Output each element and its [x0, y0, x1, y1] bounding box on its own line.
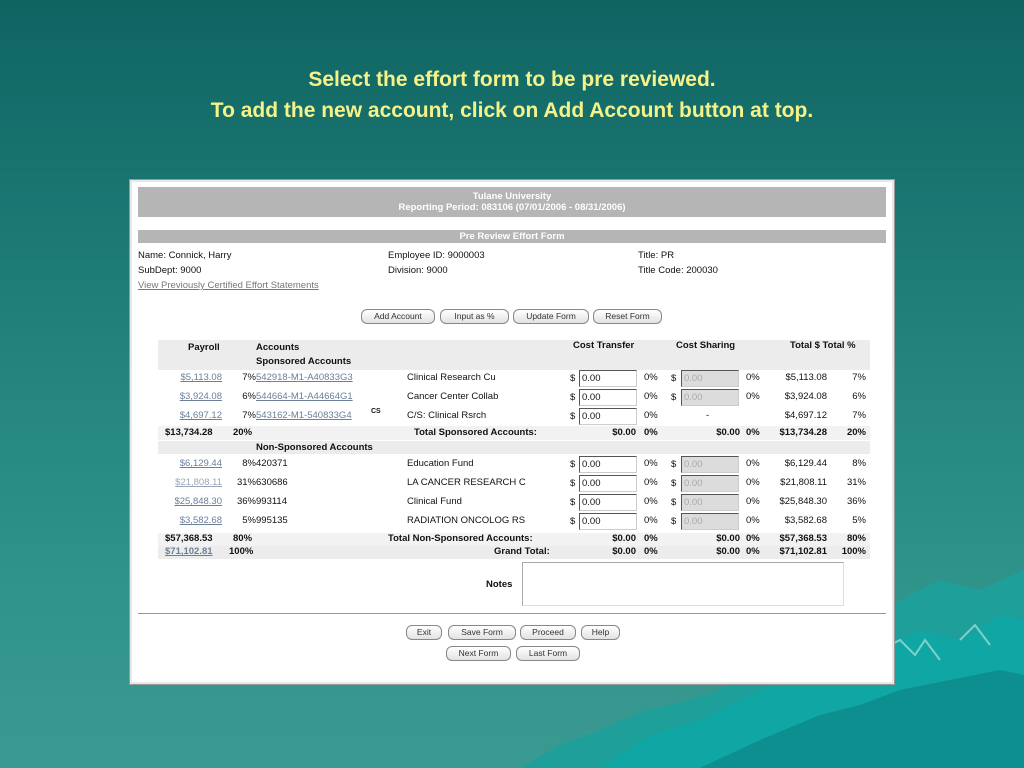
col-total: Total $ Total %: [790, 340, 856, 351]
input-as-percent-button[interactable]: Input as %: [440, 309, 509, 324]
payroll-link[interactable]: $5,113.08: [180, 372, 222, 383]
account-name: Education Fund: [407, 458, 474, 469]
cost-transfer-input[interactable]: 0.00: [579, 456, 637, 473]
account-number: 995135: [256, 515, 288, 526]
row-total-amount: $21,808.11: [780, 477, 827, 488]
nonsponsored-total-sharing-pct: 0%: [746, 533, 760, 544]
university-header-bar: [138, 187, 886, 217]
update-form-button[interactable]: Update Form: [513, 309, 589, 324]
notes-textarea[interactable]: [522, 562, 844, 606]
dollar-sign: $: [570, 392, 576, 403]
payroll-pct: 6%: [242, 391, 256, 402]
account-number[interactable]: 544664-M1-A44664G1: [256, 391, 353, 402]
row-total-amount: $4,697.12: [784, 410, 827, 421]
row-total-pct: 8%: [852, 458, 866, 469]
dollar-sign: $: [671, 516, 677, 527]
account-number: 420371: [256, 458, 288, 469]
row-total-amount: $5,113.08: [785, 372, 827, 383]
dollar-sign: $: [671, 373, 677, 384]
employee-division: Division: 9000: [388, 265, 448, 276]
reporting-period: Reporting Period: 083106 (07/01/2006 - 08/31/2006): [398, 202, 626, 213]
nonsponsored-total-payroll: $57,368.53: [165, 533, 213, 544]
account-name: Clinical Research Cu: [407, 372, 496, 383]
nonsponsored-total-sharing: $0.00: [716, 533, 740, 544]
row-total-pct: 5%: [852, 515, 866, 526]
cost-transfer-pct: 0%: [644, 410, 658, 421]
reset-form-button[interactable]: Reset Form: [593, 309, 662, 324]
account-name: RADIATION ONCOLOG RS: [407, 515, 526, 526]
row-total-amount: $3,582.68: [784, 515, 827, 526]
dollar-sign: $: [570, 373, 576, 384]
payroll-link[interactable]: $4,697.12: [179, 410, 222, 421]
grand-total-amount: $71,102.81: [779, 546, 827, 557]
account-name: Clinical Fund: [407, 496, 462, 507]
last-form-button[interactable]: Last Form: [516, 646, 580, 661]
cost-transfer-pct: 0%: [644, 477, 658, 488]
row-total-pct: 7%: [852, 372, 866, 383]
cost-sharing-pct: 0%: [746, 496, 760, 507]
cost-sharing-input: 0.00: [681, 389, 739, 406]
employee-name: Name: Connick, Harry: [138, 250, 232, 261]
dollar-sign: $: [570, 411, 576, 422]
sponsored-total-amount-pct: 20%: [846, 427, 866, 438]
employee-title: Title: PR: [638, 250, 675, 261]
grand-total-sharing-pct: 0%: [746, 546, 760, 557]
sponsored-total-sharing: $0.00: [716, 427, 740, 438]
row-total-pct: 31%: [846, 477, 866, 488]
employee-title-code: Title Code: 200030: [638, 265, 718, 276]
sponsored-heading: Sponsored Accounts: [256, 356, 352, 367]
cost-sharing-dash: -: [706, 410, 710, 421]
sponsored-total-label: Total Sponsored Accounts:: [414, 427, 537, 438]
dollar-sign: $: [671, 497, 677, 508]
slide-title-line-2: To add the new account, click on Add Account button at top.: [210, 99, 814, 122]
nonsponsored-heading: Non-Sponsored Accounts: [256, 442, 373, 453]
sponsored-total-amount: $13,734.28: [779, 427, 827, 438]
payroll-pct: 7%: [242, 372, 256, 383]
dollar-sign: $: [671, 392, 677, 403]
footer-divider: [138, 613, 886, 614]
view-certified-statements-link[interactable]: View Previously Certified Effort Statements: [138, 280, 319, 291]
employee-info-right: [638, 248, 718, 278]
payroll-pct: 31%: [236, 477, 256, 488]
dollar-sign: $: [671, 459, 677, 470]
cost-transfer-pct: 0%: [644, 391, 658, 402]
payroll-link[interactable]: $25,848.30: [174, 496, 222, 507]
dollar-sign: $: [570, 516, 576, 527]
account-name: LA CANCER RESEARCH C: [407, 477, 526, 488]
col-payroll: Payroll: [188, 342, 220, 353]
row-total-pct: 36%: [846, 496, 866, 507]
payroll-pct: 5%: [242, 515, 256, 526]
cost-sharing-pct: 0%: [746, 477, 760, 488]
row-total-pct: 6%: [852, 391, 866, 402]
nonsponsored-total-transfer-pct: 0%: [644, 533, 658, 544]
cost-transfer-pct: 0%: [644, 458, 658, 469]
employee-info-middle: [388, 248, 485, 278]
account-number: 630686: [256, 477, 288, 488]
cost-transfer-pct: 0%: [644, 372, 658, 383]
sponsored-total-transfer-pct: 0%: [644, 427, 658, 438]
save-form-button[interactable]: Save Form: [448, 625, 516, 640]
add-account-button[interactable]: Add Account: [361, 309, 435, 324]
nonsponsored-total-label: Total Non-Sponsored Accounts:: [388, 533, 533, 544]
cost-sharing-input: 0.00: [681, 456, 739, 473]
cost-transfer-input[interactable]: 0.00: [579, 513, 637, 530]
cost-share-flag: CS: [371, 408, 381, 415]
cost-sharing-pct: 0%: [746, 515, 760, 526]
grand-total-label: Grand Total:: [494, 546, 550, 557]
payroll-pct: 36%: [236, 496, 256, 507]
col-accounts: Accounts: [256, 342, 300, 353]
notes-label: Notes: [486, 579, 513, 590]
account-name: Cancer Center Collab: [407, 391, 499, 402]
grand-total-sharing: $0.00: [716, 546, 740, 557]
cost-sharing-input: 0.00: [681, 370, 739, 387]
payroll-link[interactable]: $3,582.68: [179, 515, 222, 526]
sponsored-total-transfer: $0.00: [612, 427, 636, 438]
payroll-link[interactable]: $3,924.08: [179, 391, 222, 402]
nonsponsored-total-amount: $57,368.53: [779, 533, 827, 544]
dollar-sign: $: [570, 459, 576, 470]
row-total-pct: 7%: [852, 410, 866, 421]
payroll-pct: 7%: [242, 410, 256, 421]
dollar-sign: $: [570, 497, 576, 508]
grand-total-payroll-link[interactable]: $71,102.81: [165, 546, 213, 557]
effort-form-screenshot: [129, 179, 895, 685]
proceed-button[interactable]: Proceed: [520, 625, 576, 640]
payroll-link[interactable]: $6,129.44: [179, 458, 222, 469]
cost-transfer-input[interactable]: 0.00: [579, 475, 637, 492]
employee-info-left: [138, 248, 319, 293]
exit-button[interactable]: Exit: [406, 625, 442, 640]
dollar-sign: $: [671, 478, 677, 489]
cost-transfer-input[interactable]: 0.00: [579, 494, 637, 511]
grand-total-amount-pct: 100%: [841, 546, 866, 557]
account-name: C/S: Clinical Rsrch: [407, 410, 487, 421]
row-total-amount: $25,848.30: [779, 496, 827, 507]
help-button[interactable]: Help: [581, 625, 620, 640]
col-cost-sharing: Cost Sharing: [676, 340, 736, 351]
dollar-sign: $: [570, 478, 576, 489]
grand-total-transfer-pct: 0%: [644, 546, 658, 557]
cost-sharing-input: 0.00: [681, 513, 739, 530]
form-title-bar: [138, 230, 886, 243]
cost-sharing-pct: 0%: [746, 372, 760, 383]
grand-total-transfer: $0.00: [612, 546, 636, 557]
employee-id: Employee ID: 9000003: [388, 250, 485, 261]
cost-sharing-input: 0.00: [681, 475, 739, 492]
cost-transfer-pct: 0%: [644, 496, 658, 507]
row-total-amount: $6,129.44: [784, 458, 827, 469]
col-cost-transfer: Cost Transfer: [573, 340, 635, 351]
sponsored-total-payroll: $13,734.28: [165, 427, 213, 438]
form-title: Pre Review Effort Form: [459, 231, 565, 242]
university-name: Tulane University: [472, 191, 552, 202]
nonsponsored-total-transfer: $0.00: [612, 533, 636, 544]
nonsponsored-total-amount-pct: 80%: [846, 533, 866, 544]
cost-transfer-input[interactable]: 0.00: [579, 389, 637, 406]
account-number[interactable]: 543162-M1-540833G4: [256, 410, 352, 421]
cost-sharing-pct: 0%: [746, 458, 760, 469]
cost-sharing-input: 0.00: [681, 494, 739, 511]
payroll-link[interactable]: $21,808.11: [175, 477, 222, 488]
slide-title: [0, 64, 1024, 126]
employee-subdept: SubDept: 9000: [138, 265, 202, 276]
cost-sharing-pct: 0%: [746, 391, 760, 402]
grand-total-pct: 100%: [229, 546, 254, 557]
account-number[interactable]: 542918-M1-A40833G3: [256, 372, 353, 383]
sponsored-total-sharing-pct: 0%: [746, 427, 760, 438]
sponsored-total-pct: 20%: [233, 427, 253, 438]
cost-transfer-pct: 0%: [644, 515, 658, 526]
nonsponsored-total-pct: 80%: [233, 533, 253, 544]
cost-transfer-input[interactable]: 0.00: [579, 370, 637, 387]
account-number: 993114: [256, 496, 287, 507]
slide-title-line-1: Select the effort form to be pre reviewed.: [308, 68, 716, 91]
next-form-button[interactable]: Next Form: [446, 646, 511, 661]
row-total-amount: $3,924.08: [784, 391, 827, 402]
payroll-pct: 8%: [242, 458, 256, 469]
cost-transfer-input[interactable]: 0.00: [579, 408, 637, 425]
